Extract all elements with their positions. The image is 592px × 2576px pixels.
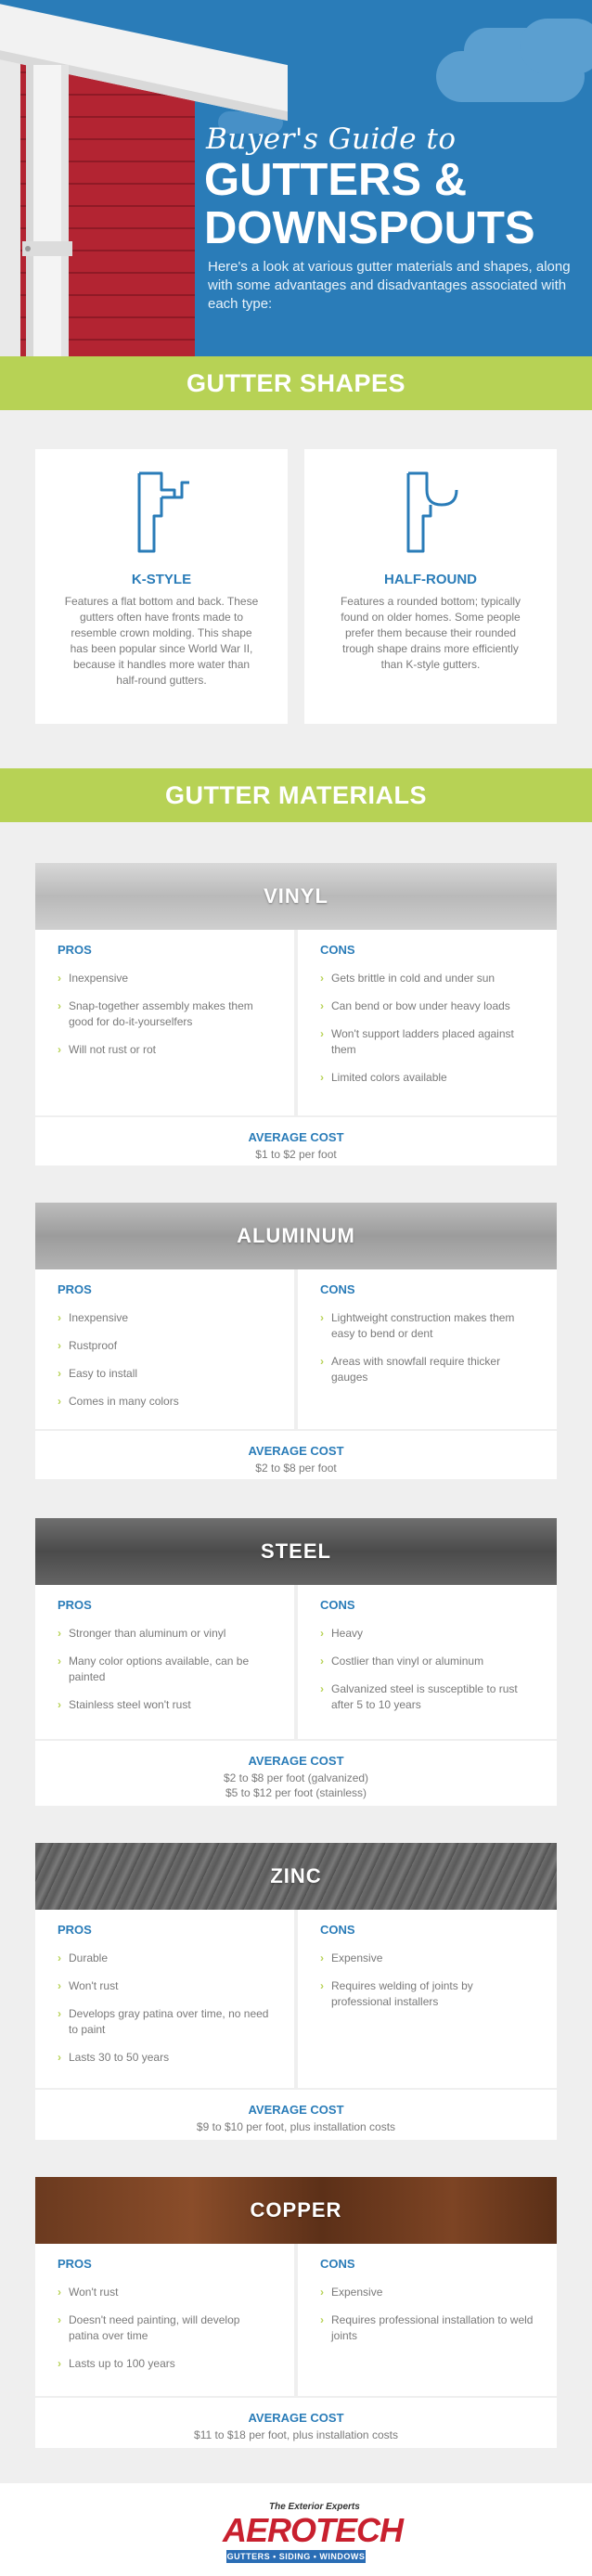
list-item: › Costlier than vinyl or aluminum: [320, 1654, 534, 1669]
cons-list: [320, 1951, 534, 2022]
list-item: › Inexpensive: [58, 971, 271, 986]
average-cost-value: $2 to $8 per foot: [255, 1462, 337, 1475]
average-cost-box: [35, 1117, 557, 1166]
list-item: › Requires professional installation to weld joints: [320, 2312, 534, 2344]
list-item: › Limited colors available: [320, 1070, 534, 1086]
average-cost-value: $9 to $10 per foot, plus installation costs: [196, 2120, 396, 2133]
pros-label: PROS: [58, 1282, 92, 1296]
cons-column: [298, 1910, 557, 2088]
pros-list: [58, 2285, 271, 2384]
cons-label: CONS: [320, 2257, 355, 2271]
pros-column: [35, 2244, 294, 2396]
list-item: › Won't rust: [58, 1978, 271, 1994]
pros-column: [35, 1585, 294, 1739]
average-cost-label: AVERAGE COST: [248, 2411, 344, 2425]
average-cost-value: $2 to $8 per foot (galvanized): [223, 1771, 369, 1784]
list-item: › Develops gray patina over time, no need to paint: [58, 2006, 271, 2038]
hero-script-title: Buyer's Guide to: [206, 122, 457, 156]
list-item: › Won't rust: [58, 2285, 271, 2300]
list-item: › Doesn't need painting, will develop patina over time: [58, 2312, 271, 2344]
shape-description: Features a rounded bottom; typically found on older homes. Some people prefer them because their rounded trough shape drains more efficiently than K-style gutters.: [340, 595, 521, 671]
average-cost-value: $11 to $18 per foot, plus installation costs: [194, 2428, 398, 2441]
footer: [0, 2483, 592, 2576]
list-item: › Snap-together assembly makes them good for do-it-yourselfers: [58, 998, 271, 1030]
cons-list: [320, 971, 534, 1098]
pros-list: [58, 1310, 271, 1422]
list-item: › Rustproof: [58, 1338, 271, 1354]
average-cost-box: [35, 2090, 557, 2140]
cloud-shape: [520, 19, 592, 74]
logo-services: GUTTERS • SIDING • WINDOWS: [226, 2552, 366, 2561]
shape-card-half-round: [304, 449, 557, 724]
pros-label: PROS: [58, 2257, 92, 2271]
hero-banner: [0, 0, 592, 356]
pros-column: [35, 1910, 294, 2088]
average-cost-box: [35, 2398, 557, 2448]
list-item: › Expensive: [320, 2285, 534, 2300]
material-header-copper: COPPER: [35, 2177, 557, 2244]
average-cost-label: AVERAGE COST: [248, 1444, 344, 1458]
material-header-vinyl: VINYL: [35, 863, 557, 930]
list-item: › Heavy: [320, 1626, 534, 1642]
cons-column: [298, 930, 557, 1115]
average-cost-label: AVERAGE COST: [248, 1130, 344, 1144]
average-cost-value: $5 to $12 per foot (stainless): [225, 1786, 367, 1799]
hero-title: [204, 156, 575, 252]
cons-list: [320, 1626, 534, 1725]
cons-column: [298, 1269, 557, 1429]
list-item: › Areas with snowfall require thicker gauges: [320, 1354, 534, 1385]
average-cost-box: [35, 1431, 557, 1479]
half-round-gutter-icon: [403, 470, 462, 555]
list-item: › Expensive: [320, 1951, 534, 1966]
list-item: › Lasts 30 to 50 years: [58, 2050, 271, 2066]
list-item: › Comes in many colors: [58, 1394, 271, 1410]
gutter-materials-heading: GUTTER MATERIALS: [0, 768, 592, 822]
average-cost-value: $1 to $2 per foot: [255, 1148, 337, 1161]
material-header-zinc: ZINC: [35, 1843, 557, 1910]
pros-label: PROS: [58, 943, 92, 957]
cons-label: CONS: [320, 943, 355, 957]
shape-description: Features a flat bottom and back. These gutters often have fronts made to resemble crown molding. This shape has been popular since World War II, because it handles more water than half-round gutters.: [64, 595, 259, 687]
cons-column: [298, 1585, 557, 1739]
pros-label: PROS: [58, 1923, 92, 1937]
pros-list: [58, 1951, 271, 2078]
list-item: › Easy to install: [58, 1366, 271, 1382]
list-item: › Requires welding of joints by professional installers: [320, 1978, 534, 2010]
list-item: › Stronger than aluminum or vinyl: [58, 1626, 271, 1642]
cons-list: [320, 2285, 534, 2356]
list-item: › Durable: [58, 1951, 271, 1966]
cons-label: CONS: [320, 1282, 355, 1296]
shape-title: K-STYLE: [131, 572, 192, 587]
hero-title-line1: GUTTERS &: [204, 155, 468, 205]
cons-list: [320, 1310, 534, 1397]
list-item: › Inexpensive: [58, 1310, 271, 1326]
average-cost-box: [35, 1741, 557, 1806]
list-item: › Can bend or bow under heavy loads: [320, 998, 534, 1014]
material-header-steel: STEEL: [35, 1518, 557, 1585]
hero-title-line2: DOWNSPOUTS: [204, 203, 535, 253]
list-item: › Won't support ladders placed against them: [320, 1026, 534, 1058]
wall-trim: [0, 51, 20, 356]
list-item: › Lightweight construction makes them easy to bend or dent: [320, 1310, 534, 1342]
pros-list: [58, 971, 271, 1070]
gutter-shapes-heading: GUTTER SHAPES: [0, 356, 592, 410]
list-item: › Lasts up to 100 years: [58, 2356, 271, 2372]
list-item: › Many color options available, can be painted: [58, 1654, 271, 1685]
pros-label: PROS: [58, 1598, 92, 1612]
list-item: › Stainless steel won't rust: [58, 1697, 271, 1713]
shape-card-k-style: [35, 449, 288, 724]
shape-title: HALF-ROUND: [384, 572, 477, 587]
list-item: › Galvanized steel is susceptible to rust after 5 to 10 years: [320, 1681, 534, 1713]
cons-column: [298, 2244, 557, 2396]
k-style-gutter-icon: [134, 470, 193, 555]
downspout-illustration: [20, 65, 74, 356]
pros-column: [35, 1269, 294, 1429]
cons-label: CONS: [320, 1923, 355, 1937]
cons-label: CONS: [320, 1598, 355, 1612]
list-item: › Gets brittle in cold and under sun: [320, 971, 534, 986]
average-cost-label: AVERAGE COST: [248, 1754, 344, 1768]
brand-logo: AEROTECH: [223, 2511, 404, 2549]
pros-list: [58, 1626, 271, 1725]
material-header-aluminum: ALUMINUM: [35, 1203, 557, 1269]
list-item: › Will not rust or rot: [58, 1042, 271, 1058]
hero-intro-text: Here's a look at various gutter materials and shapes, along with some advantages and disadvantages associated with each type:: [208, 259, 571, 312]
pros-column: [35, 930, 294, 1115]
average-cost-label: AVERAGE COST: [248, 2103, 344, 2117]
logo-tagline: The Exterior Experts: [269, 2502, 360, 2512]
